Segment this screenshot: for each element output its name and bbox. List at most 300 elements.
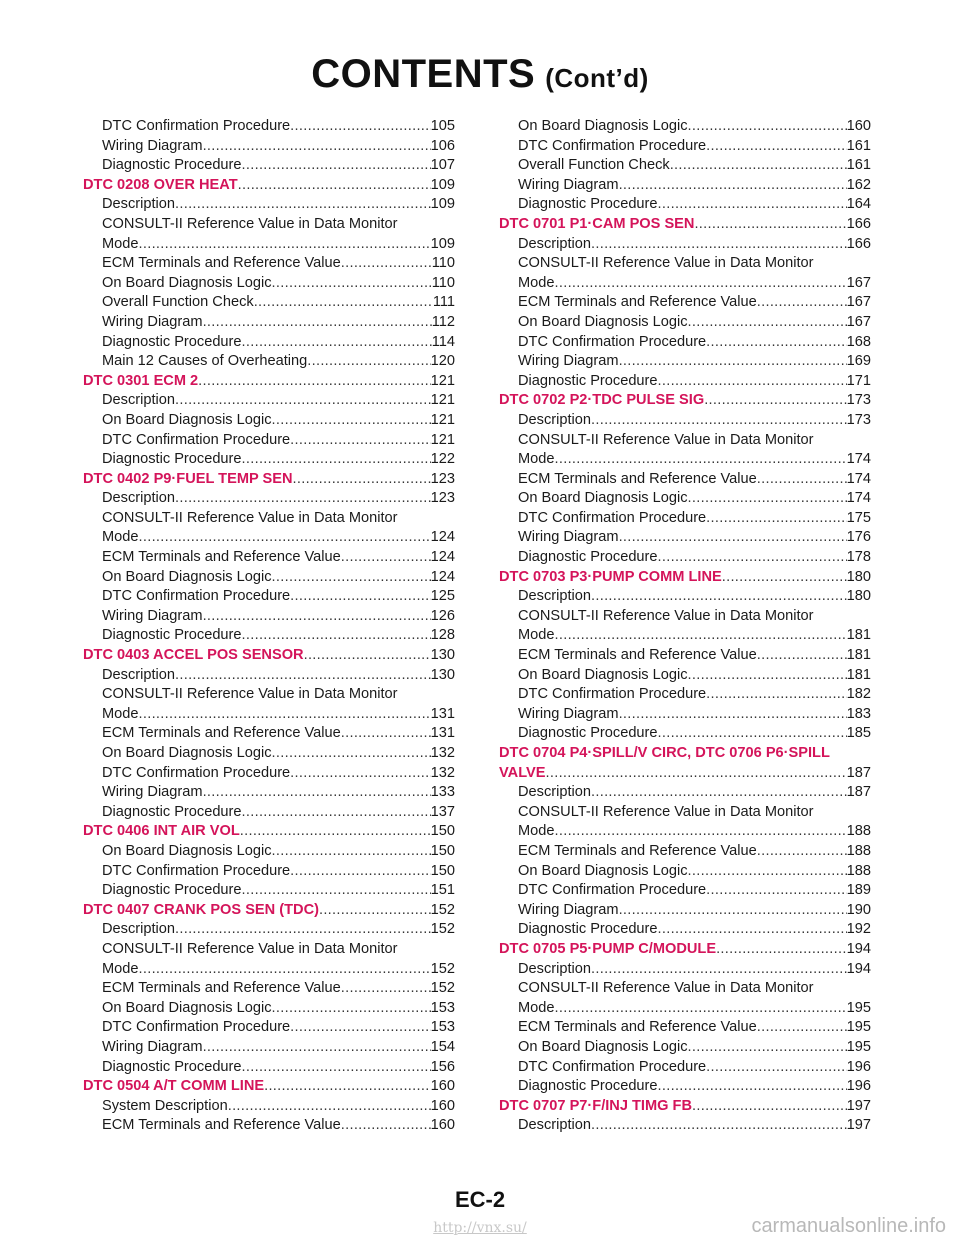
toc-leader-dots	[341, 254, 432, 274]
toc-page-number: 156	[430, 1058, 455, 1075]
toc-section-heading[interactable]	[499, 744, 871, 764]
toc-leader-dots	[757, 293, 847, 313]
toc-page-number: 131	[430, 705, 455, 722]
toc-section-heading[interactable]	[499, 568, 871, 588]
toc-entry-label: Description	[518, 235, 591, 252]
toc-page-number: 174	[846, 470, 871, 487]
toc-entry-label: Description	[102, 196, 175, 213]
toc-leader-dots	[704, 391, 846, 411]
toc-entry[interactable]	[83, 489, 455, 509]
toc-entry[interactable]	[83, 1097, 455, 1117]
toc-entry[interactable]	[83, 352, 455, 372]
toc-entry[interactable]	[83, 215, 455, 235]
toc-entry[interactable]	[83, 235, 455, 255]
toc-page-number: 195	[846, 1038, 871, 1055]
page-number: EC-2	[454, 1187, 506, 1212]
toc-page-number: 124	[430, 529, 455, 546]
toc-leader-dots	[272, 274, 432, 294]
toc-entry[interactable]	[83, 411, 455, 431]
toc-leader-dots	[293, 470, 431, 490]
toc-entry-label: Wiring Diagram	[518, 529, 619, 546]
toc-entry[interactable]	[83, 979, 455, 999]
toc-entry-label: Diagnostic Procedure	[102, 803, 242, 820]
toc-leader-dots	[242, 1058, 431, 1078]
toc-entry[interactable]	[83, 156, 455, 176]
toc-entry[interactable]	[83, 764, 455, 784]
toc-entry-label: DTC 0504 A/T COMM LINE	[83, 1078, 265, 1095]
toc-entry[interactable]	[83, 548, 455, 568]
toc-page-number: 196	[846, 1058, 871, 1075]
toc-page-number: 126	[430, 607, 455, 624]
toc-page-number: 166	[846, 235, 871, 252]
toc-page-number: 153	[430, 1019, 455, 1036]
toc-page-number: 160	[430, 1078, 455, 1095]
toc-page-number: 168	[846, 333, 871, 350]
toc-entry[interactable]	[83, 137, 455, 157]
toc-section-heading[interactable]	[499, 764, 871, 784]
toc-leader-dots	[242, 333, 432, 353]
toc-section-heading[interactable]	[499, 1097, 871, 1117]
toc-leader-dots	[757, 842, 847, 862]
toc-leader-dots	[175, 391, 431, 411]
toc-leader-dots	[694, 215, 846, 235]
toc-page-number: 150	[430, 823, 455, 840]
toc-entry[interactable]	[83, 685, 455, 705]
toc-leader-dots	[272, 411, 431, 431]
toc-entry-label: ECM Terminals and Reference Value	[102, 1117, 341, 1134]
toc-entry-label: Description	[102, 921, 175, 938]
toc-entry[interactable]	[83, 509, 455, 529]
toc-leader-dots	[290, 1018, 430, 1038]
toc-page-number: 176	[846, 529, 871, 546]
toc-page-number: 109	[430, 176, 455, 193]
toc-entry[interactable]	[83, 195, 455, 215]
toc-entry[interactable]	[83, 940, 455, 960]
toc-leader-dots	[688, 1038, 847, 1058]
toc-entry-label: DTC 0702 P2·TDC PULSE SIG	[499, 392, 705, 409]
toc-entry-label: CONSULT-II Reference Value in Data Monitor	[518, 255, 814, 272]
toc-page-number: 122	[430, 451, 455, 468]
toc-entry[interactable]	[499, 509, 871, 529]
toc-page-number: 161	[846, 157, 871, 174]
toc-entry[interactable]	[83, 724, 455, 744]
toc-leader-dots	[319, 901, 431, 921]
toc-page-number: 123	[430, 490, 455, 507]
toc-entry[interactable]	[83, 666, 455, 686]
toc-entry[interactable]	[499, 117, 871, 137]
toc-entry-label: DTC Confirmation Procedure	[518, 137, 707, 154]
toc-entry-label: Mode	[518, 274, 555, 291]
toc-entry-label: DTC 0705 P5·PUMP C/MODULE	[499, 940, 717, 957]
toc-entry-label: Diagnostic Procedure	[518, 549, 658, 566]
toc-entry[interactable]	[499, 979, 871, 999]
toc-page-number: 188	[846, 862, 871, 879]
toc-column-right	[499, 117, 871, 1136]
toc-page-number: 187	[846, 764, 871, 781]
toc-leader-dots	[670, 156, 847, 176]
toc-entry-label: Overall Function Check	[102, 294, 254, 311]
toc-entry[interactable]	[499, 822, 871, 842]
toc-entry[interactable]	[83, 431, 455, 451]
toc-page-number: 174	[846, 451, 871, 468]
toc-entry-label: DTC Confirmation Procedure	[518, 882, 707, 899]
toc-entry-label: Mode	[102, 960, 139, 977]
toc-section-heading[interactable]	[499, 391, 871, 411]
toc-leader-dots	[591, 1116, 847, 1136]
toc-leader-dots	[240, 822, 431, 842]
toc-page-number: 197	[846, 1117, 871, 1134]
toc-entry[interactable]	[83, 744, 455, 764]
toc-entry[interactable]	[499, 803, 871, 823]
toc-entry[interactable]	[499, 352, 871, 372]
toc-leader-dots	[722, 568, 847, 588]
toc-page-number: 110	[431, 255, 455, 272]
toc-entry-label: Diagnostic Procedure	[518, 725, 658, 742]
toc-entry[interactable]	[499, 783, 871, 803]
toc-page-number: 189	[846, 882, 871, 899]
toc-leader-dots	[290, 862, 430, 882]
toc-page-number: 174	[846, 490, 871, 507]
toc-leader-dots	[688, 117, 847, 137]
toc-page-number: 194	[846, 960, 871, 977]
toc-entry[interactable]	[83, 568, 455, 588]
toc-page-number: 114	[431, 333, 455, 350]
toc-entry[interactable]	[499, 137, 871, 157]
toc-entry[interactable]	[499, 607, 871, 627]
toc-entry[interactable]	[499, 156, 871, 176]
toc-entry-label: Mode	[102, 235, 139, 252]
toc-entry[interactable]	[83, 274, 455, 294]
toc-page-number: 125	[430, 588, 455, 605]
toc-entry[interactable]	[83, 842, 455, 862]
toc-page-number: 153	[430, 999, 455, 1016]
toc-leader-dots	[242, 450, 431, 470]
toc-page-number: 188	[846, 823, 871, 840]
toc-entry-label: On Board Diagnosis Logic	[518, 1038, 688, 1055]
toc-section-heading[interactable]	[83, 822, 455, 842]
toc-entry[interactable]	[499, 528, 871, 548]
toc-entry-label: Mode	[102, 705, 139, 722]
toc-page-number: 160	[846, 118, 871, 134]
toc-page-number: 171	[846, 372, 871, 389]
toc-entry-label: CONSULT-II Reference Value in Data Monitor	[102, 940, 398, 957]
toc-entry-label: Wiring Diagram	[518, 705, 619, 722]
toc-leader-dots	[139, 960, 431, 980]
toc-entry[interactable]	[83, 607, 455, 627]
toc-leader-dots	[692, 1097, 847, 1117]
toc-leader-dots	[290, 764, 430, 784]
toc-entry-label: Wiring Diagram	[518, 176, 619, 193]
toc-page-number: 182	[846, 686, 871, 703]
toc-leader-dots	[238, 176, 431, 196]
toc-page-number: 107	[430, 157, 455, 174]
toc-entry[interactable]	[499, 862, 871, 882]
toc-section-heading[interactable]	[83, 901, 455, 921]
toc-entry-label: Mode	[518, 823, 555, 840]
toc-page-number: 154	[430, 1038, 455, 1055]
toc-entry[interactable]	[83, 783, 455, 803]
toc-page-number: 105	[430, 118, 455, 134]
toc-leader-dots	[264, 1077, 431, 1097]
toc-page-number: 181	[846, 647, 871, 664]
toc-leader-dots	[272, 999, 431, 1019]
toc-entry[interactable]	[499, 235, 871, 255]
toc-section-heading[interactable]	[83, 1077, 455, 1097]
toc-entry[interactable]	[83, 313, 455, 333]
toc-page-number: 192	[846, 921, 871, 938]
toc-entry[interactable]	[499, 176, 871, 196]
toc-page-number: 194	[846, 940, 871, 957]
toc-page-number: 106	[430, 137, 455, 154]
toc-entry-label: Diagnostic Procedure	[102, 627, 242, 644]
toc-page-number: 160	[430, 1097, 455, 1114]
toc-page-number: 109	[430, 235, 455, 252]
toc-leader-dots	[175, 920, 431, 940]
toc-entry[interactable]	[83, 1038, 455, 1058]
toc-entry[interactable]	[83, 333, 455, 353]
toc-page-number: 150	[430, 862, 455, 879]
toc-section-heading[interactable]	[499, 215, 871, 235]
toc-leader-dots	[688, 666, 847, 686]
toc-entry-label: DTC 0701 P1·CAM POS SEN	[499, 215, 695, 232]
toc-entry[interactable]	[499, 724, 871, 744]
toc-entry[interactable]	[499, 1077, 871, 1097]
toc-entry[interactable]	[83, 1018, 455, 1038]
toc-entry[interactable]	[83, 1116, 455, 1136]
toc-entry[interactable]	[83, 999, 455, 1019]
toc-entry[interactable]	[499, 489, 871, 509]
toc-entry[interactable]	[83, 293, 455, 313]
toc-entry-label: On Board Diagnosis Logic	[518, 666, 688, 683]
toc-entry[interactable]	[499, 901, 871, 921]
toc-entry[interactable]	[499, 411, 871, 431]
toc-entry-label: Mode	[518, 627, 555, 644]
toc-entry-label: Wiring Diagram	[102, 313, 203, 330]
toc-leader-dots	[254, 293, 433, 313]
toc-entry-label: DTC 0301 ECM 2	[83, 372, 199, 389]
toc-entry[interactable]	[499, 999, 871, 1019]
toc-entry-label: CONSULT-II Reference Value in Data Monitor	[102, 509, 398, 526]
toc-entry[interactable]	[499, 1058, 871, 1078]
toc-entry[interactable]	[83, 803, 455, 823]
toc-entry-label: Mode	[518, 999, 555, 1016]
toc-entry[interactable]	[499, 842, 871, 862]
toc-entry[interactable]	[499, 450, 871, 470]
toc-entry[interactable]	[499, 626, 871, 646]
toc-entry[interactable]	[499, 372, 871, 392]
toc-entry[interactable]	[83, 391, 455, 411]
toc-entry[interactable]	[499, 470, 871, 490]
toc-entry-label: DTC Confirmation Procedure	[518, 1058, 707, 1075]
toc-entry[interactable]	[499, 293, 871, 313]
toc-leader-dots	[175, 489, 431, 509]
toc-entry[interactable]	[499, 1038, 871, 1058]
toc-leader-dots	[619, 705, 847, 725]
toc-leader-dots	[619, 352, 847, 372]
toc-page-number: 167	[846, 294, 871, 311]
toc-page-number: 121	[430, 392, 455, 409]
toc-page-number: 196	[846, 1078, 871, 1095]
toc-entry-label: Diagnostic Procedure	[102, 451, 242, 468]
toc-page-number: 133	[430, 784, 455, 801]
toc-entry-label: ECM Terminals and Reference Value	[102, 725, 341, 742]
toc-entry[interactable]	[499, 313, 871, 333]
toc-leader-dots	[591, 587, 847, 607]
toc-page-number: 111	[432, 294, 455, 311]
toc-entry-label: Diagnostic Procedure	[518, 1078, 658, 1095]
toc-page-number: 109	[430, 196, 455, 213]
toc-entry[interactable]	[83, 528, 455, 548]
toc-entry-label: Wiring Diagram	[102, 784, 203, 801]
toc-entry-label: On Board Diagnosis Logic	[518, 490, 688, 507]
toc-entry-label: Diagnostic Procedure	[518, 372, 658, 389]
toc-leader-dots	[658, 548, 847, 568]
toc-entry[interactable]	[499, 548, 871, 568]
toc-entry-label: DTC 0707 P7·F/INJ TIMG FB	[499, 1097, 692, 1114]
toc-entry[interactable]	[83, 254, 455, 274]
toc-entry-label: DTC Confirmation Procedure	[518, 509, 707, 526]
toc-leader-dots	[706, 137, 846, 157]
toc-entry[interactable]	[83, 117, 455, 137]
toc-entry[interactable]	[499, 274, 871, 294]
toc-leader-dots	[139, 528, 431, 548]
toc-page-number: 121	[430, 372, 455, 389]
toc-entry-label: DTC Confirmation Procedure	[518, 686, 707, 703]
toc-leader-dots	[242, 803, 431, 823]
toc-entry[interactable]	[499, 333, 871, 353]
toc-leader-dots	[555, 999, 847, 1019]
toc-entry[interactable]	[499, 431, 871, 451]
toc-entry[interactable]	[83, 960, 455, 980]
toc-entry-label: DTC Confirmation Procedure	[102, 431, 291, 448]
toc-page-number: 162	[846, 176, 871, 193]
toc-entry-label: DTC Confirmation Procedure	[102, 862, 291, 879]
toc-section-heading[interactable]	[83, 646, 455, 666]
toc-leader-dots	[272, 568, 431, 588]
toc-entry[interactable]	[499, 1018, 871, 1038]
toc-entry-label: On Board Diagnosis Logic	[518, 862, 688, 879]
toc-entry-label: Description	[518, 1117, 591, 1134]
toc-entry-label: ECM Terminals and Reference Value	[518, 1019, 757, 1036]
toc-page-number: 132	[430, 764, 455, 781]
toc-leader-dots	[706, 509, 846, 529]
toc-leader-dots	[555, 274, 847, 294]
toc-entry-label: On Board Diagnosis Logic	[102, 568, 272, 585]
toc-entry-label: On Board Diagnosis Logic	[518, 118, 688, 134]
toc-entry[interactable]	[83, 1058, 455, 1078]
toc-page-number: 180	[846, 568, 871, 585]
toc-entry-label: DTC Confirmation Procedure	[518, 333, 707, 350]
toc-entry-label: DTC Confirmation Procedure	[102, 764, 291, 781]
toc-section-heading[interactable]	[499, 940, 871, 960]
toc-leader-dots	[619, 176, 847, 196]
toc-leader-dots	[307, 352, 430, 372]
toc-section-heading[interactable]	[83, 470, 455, 490]
toc-entry[interactable]	[499, 920, 871, 940]
toc-page-number: 132	[430, 745, 455, 761]
toc-page-number: 187	[846, 784, 871, 801]
toc-entry-label: Mode	[518, 451, 555, 468]
toc-entry[interactable]	[499, 1116, 871, 1136]
toc-entry[interactable]	[499, 685, 871, 705]
toc-entry-label: Description	[102, 666, 175, 683]
toc-entry-label: Description	[518, 960, 591, 977]
toc-page-number: 190	[846, 901, 871, 918]
toc-entry[interactable]	[83, 626, 455, 646]
toc-entry-label: DTC 0406 INT AIR VOL	[83, 823, 240, 840]
toc-entry[interactable]	[499, 646, 871, 666]
toc-entry-label: Diagnostic Procedure	[518, 196, 658, 213]
toc-leader-dots	[658, 372, 847, 392]
toc-page-number: 164	[846, 196, 871, 213]
watermark: carmanualsonline.info	[751, 1215, 946, 1237]
toc-leader-dots	[242, 626, 431, 646]
toc-entry[interactable]	[83, 920, 455, 940]
toc-leader-dots	[688, 862, 847, 882]
toc-entry[interactable]	[83, 587, 455, 607]
toc-entry[interactable]	[499, 254, 871, 274]
toc-entry-label: Wiring Diagram	[518, 901, 619, 918]
toc-leader-dots	[591, 235, 847, 255]
toc-entry[interactable]	[83, 450, 455, 470]
toc-entry[interactable]	[83, 881, 455, 901]
toc-leader-dots	[203, 313, 432, 333]
toc-entry-label: On Board Diagnosis Logic	[102, 411, 272, 428]
toc-leader-dots	[272, 842, 431, 862]
toc-page-number: 152	[430, 921, 455, 938]
toc-page-number: 124	[430, 549, 455, 566]
toc-entry[interactable]	[499, 705, 871, 725]
toc-leader-dots	[242, 156, 431, 176]
toc-page-number: 152	[430, 980, 455, 997]
toc-entry-label: Wiring Diagram	[518, 353, 619, 370]
toc-entry[interactable]	[499, 195, 871, 215]
toc-entry[interactable]	[499, 587, 871, 607]
toc-leader-dots	[716, 940, 847, 960]
toc-page-number: 185	[846, 725, 871, 742]
toc-section-heading[interactable]	[83, 176, 455, 196]
toc-leader-dots	[290, 117, 430, 137]
toc-entry-label: ECM Terminals and Reference Value	[518, 294, 757, 311]
toc-page-number: 160	[430, 1117, 455, 1134]
toc-leader-dots	[555, 450, 847, 470]
title-continued: (Cont’d)	[545, 63, 649, 93]
toc-entry-label: DTC 0407 CRANK POS SEN (TDC)	[83, 901, 319, 918]
toc-leader-dots	[658, 724, 847, 744]
toc-leader-dots	[658, 195, 847, 215]
toc-leader-dots	[757, 470, 847, 490]
toc-entry[interactable]	[499, 960, 871, 980]
toc-entry[interactable]	[83, 862, 455, 882]
toc-page-number: 128	[430, 627, 455, 644]
toc-page-number: 131	[430, 725, 455, 742]
toc-page-number: 173	[846, 411, 871, 428]
toc-entry-label: Diagnostic Procedure	[102, 882, 242, 899]
toc-entry[interactable]	[499, 881, 871, 901]
toc-entry[interactable]	[499, 666, 871, 686]
toc-entry-label: Wiring Diagram	[102, 1038, 203, 1055]
toc-entry[interactable]	[83, 705, 455, 725]
toc-page-number: 169	[846, 353, 871, 370]
toc-leader-dots	[706, 881, 846, 901]
toc-section-heading[interactable]	[83, 372, 455, 392]
toc-entry-label: Main 12 Causes of Overheating	[102, 353, 308, 370]
toc-leader-dots	[228, 1097, 431, 1117]
footer-url-link[interactable]: http://vnx.su/	[433, 1220, 527, 1236]
toc-page-number: 152	[430, 960, 455, 977]
toc-leader-dots	[175, 195, 431, 215]
toc-leader-dots	[619, 901, 847, 921]
